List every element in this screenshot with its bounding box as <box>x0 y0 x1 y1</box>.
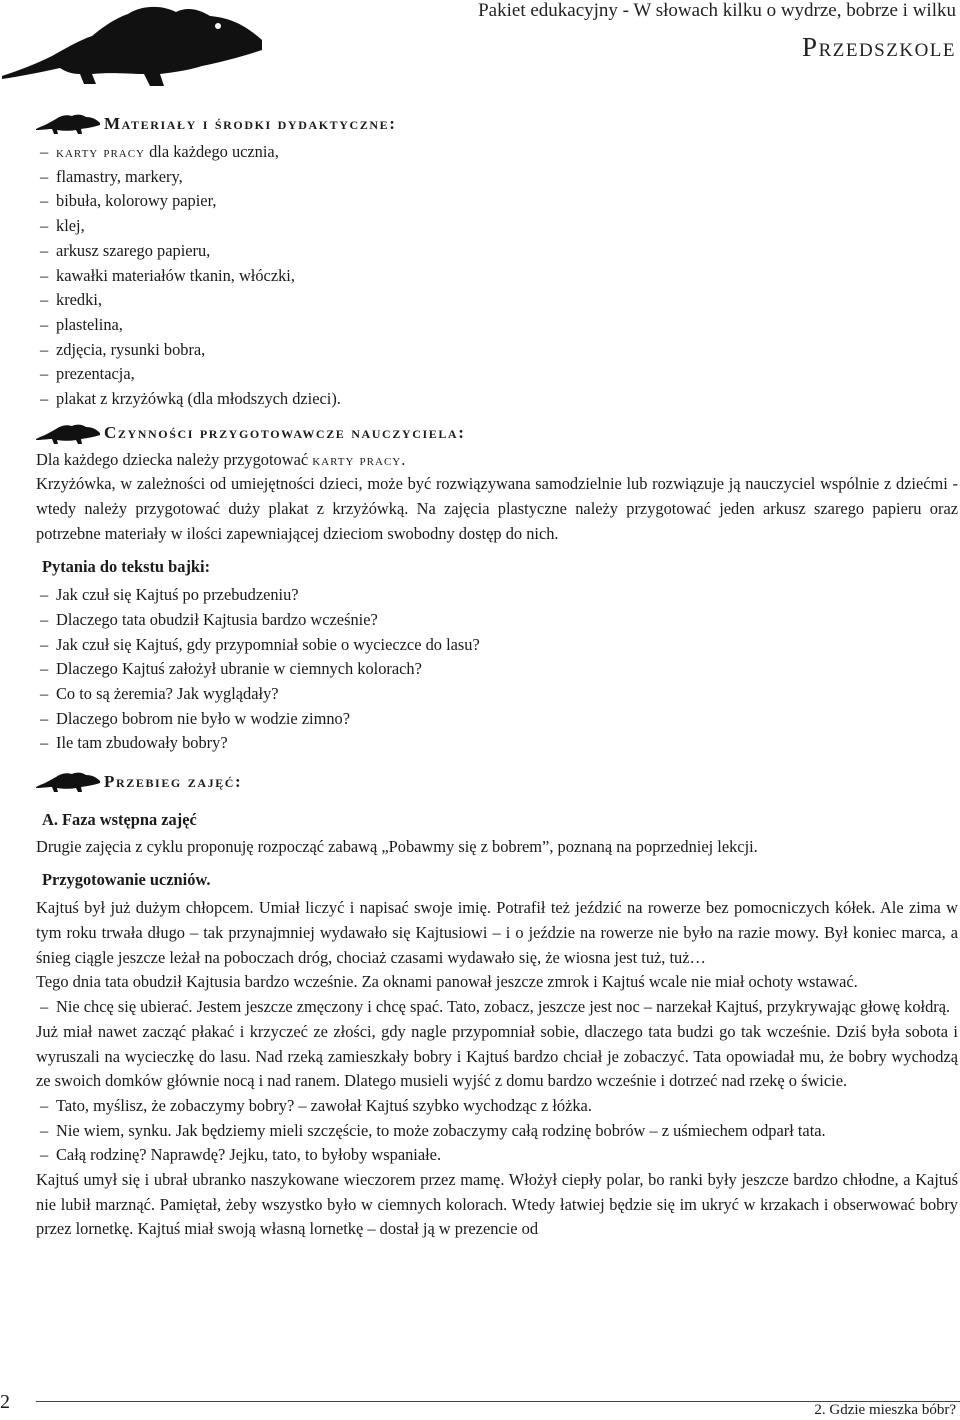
questions-list <box>36 583 958 756</box>
page-content <box>36 110 958 1242</box>
list-item: – Dlaczego Kajtuś założył ubranie w ciemnych kolorach? <box>36 657 958 682</box>
dialogue-line: – Nie chcę się ubierać. Jestem jeszcze zmęczony i chcę spać. Tato, zobacz, jeszcze jest noc – narzekał Kajtuś, przykrywając głowę kołdrą. <box>36 995 958 1020</box>
dialogue-line: – Nie wiem, synku. Jak będziemy mieli szczęście, to może zobaczymy całą rodzinę bobrów – z uśmiechem odparł tata. <box>36 1119 958 1144</box>
materials-list <box>36 140 958 412</box>
page-number: 2 <box>0 1391 10 1413</box>
list-item: – kawałki materiałów tkanin, włóczki, <box>36 264 958 289</box>
beaver-silhouette-icon <box>36 423 102 445</box>
beaver-silhouette-icon <box>0 0 270 92</box>
list-item: – Ile tam zbudowały bobry? <box>36 731 958 756</box>
list-item: – Jak czuł się Kajtuś, gdy przypomniał sobie o wycieczce do lasu? <box>36 633 958 658</box>
story-paragraph: Już miał nawet zacząć płakać i krzyczeć ze złości, gdy nagle przypomniał sobie, dlaczego tata budzi go tak wcześnie. Dziś była sobota i wyruszali na wycieczkę do lasu. Nad rzeką zamieszkały bobry i Kajtuś bardzo chciał je zobaczyć. Tata opowiadał mu, że bobry wychodzą ze swoich domków głównie nocą i nad ranem. Dlatego musieli wyjść z domu bardzo wcześnie i dotrzeć nad rzekę o świcie. <box>36 1021 958 1091</box>
list-item: – kredki, <box>36 288 958 313</box>
course-intro: Drugie zajęcia z cyklu proponuję rozpocząć zabawą „Pobawmy się z bobrem”, poznaną na poprzedniej lekcji. <box>36 836 758 856</box>
prep-heading <box>36 420 958 448</box>
prep-line: Dla każdego dziecka należy przygotować karty pracy. <box>36 449 407 469</box>
list-item: – klej, <box>36 214 958 239</box>
beaver-silhouette-icon <box>36 113 102 135</box>
list-item: – karty pracy dla każdego ucznia, <box>36 140 958 165</box>
story-dialogue <box>36 995 958 1020</box>
dialogue-line: – Całą rodzinę? Naprawdę? Jejku, tato, to byłoby wspaniałe. <box>36 1143 958 1168</box>
list-item: – bibuła, kolorowy papier, <box>36 189 958 214</box>
list-item: – plastelina, <box>36 313 958 338</box>
list-item: – Co to są żeremia? Jak wyglądały? <box>36 682 958 707</box>
materials-heading <box>36 110 958 138</box>
student-prep-heading: Przygotowanie uczniów. <box>42 869 211 889</box>
header-title: Pakiet edukacyjny - W słowach kilku o wydrze, bobrze i wilku <box>478 0 956 21</box>
story-paragraph: Kajtuś był już dużym chłopcem. Umiał liczyć i napisać swoje imię. Potrafił też jeździć na rowerze bez pomocniczych kółek. Ale zima w tym roku trwała długo – tak przynajmniej wydawało się Kajtusiowi – i o jeździe na rowerze nie było na razie mowy. Był koniec marca, a śnieg ciągle jeszcze leżał na poboczach dróg, chociaż czasami wydawało się, że wiosna jest tuż, tuż… <box>36 898 958 967</box>
list-item: – Dlaczego tata obudził Kajtusia bardzo wcześnie? <box>36 608 958 633</box>
phase-heading: A. Faza wstępna zajęć <box>42 810 197 830</box>
footer-chapter: 2. Gdzie mieszka bóbr? <box>814 1402 956 1418</box>
list-item: – Dlaczego bobrom nie było w wodzie zimno? <box>36 707 958 732</box>
course-title: Przebieg zajęć: <box>104 771 243 791</box>
header-section: Przedszkole <box>802 32 956 62</box>
list-item: – arkusz szarego papieru, <box>36 239 958 264</box>
dialogue-line: – Tato, myślisz, że zobaczymy bobry? – zawołał Kajtuś szybko wychodząc z łóżka. <box>36 1094 958 1119</box>
list-item: – Jak czuł się Kajtuś po przebudzeniu? <box>36 583 958 608</box>
story-paragraph: Kajtuś umył się i ubrał ubranko naszykowane wieczorem przez mamę. Włożył ciepły polar, bo ranki były jeszcze bardzo chłodne, a Kajtuś nie lubił marznąć. Pamiętał, żeby wszystko było w ciemnych kolorach. Wtedy łatwiej będzie się im ukryć w krzakach i obserwować bobry przez lornetkę. Kajtuś miał swoją własną lornetkę – dostał ją w prezencie od <box>36 1170 958 1239</box>
course-heading <box>36 768 958 796</box>
list-item: – prezentacja, <box>36 362 958 387</box>
list-item: – flamastry, markery, <box>36 165 958 190</box>
story-paragraph: Tego dnia tata obudził Kajtusia bardzo wcześnie. Za oknami panował jeszcze zmrok i Kajtuś wcale nie miał ochoty wstawać. <box>36 972 858 992</box>
beaver-silhouette-icon <box>36 771 102 793</box>
story-dialogue <box>36 1094 958 1168</box>
materials-title: Materiały i środki dydaktyczne: <box>104 113 397 133</box>
questions-heading: Pytania do tekstu bajki: <box>42 556 211 576</box>
prep-title: Czynności przygotowawcze nauczyciela: <box>104 423 466 443</box>
list-item: – plakat z krzyżówką (dla młodszych dzieci). <box>36 387 958 412</box>
list-item: – zdjęcia, rysunki bobra, <box>36 338 958 363</box>
prep-paragraph: Krzyżówka, w zależności od umiejętności dzieci, może być rozwiązywana samodzielnie lub rozwiązuje ją nauczyciel wspólnie z dziećmi - wtedy należy przygotować duży plakat z krzyżówką. Na zajęcia plastyczne należy przygotować jeden arkusz szarego papieru oraz potrzebne materiały w ilości zapewniającej dzieciom swobodny dostęp do nich. <box>36 474 958 543</box>
